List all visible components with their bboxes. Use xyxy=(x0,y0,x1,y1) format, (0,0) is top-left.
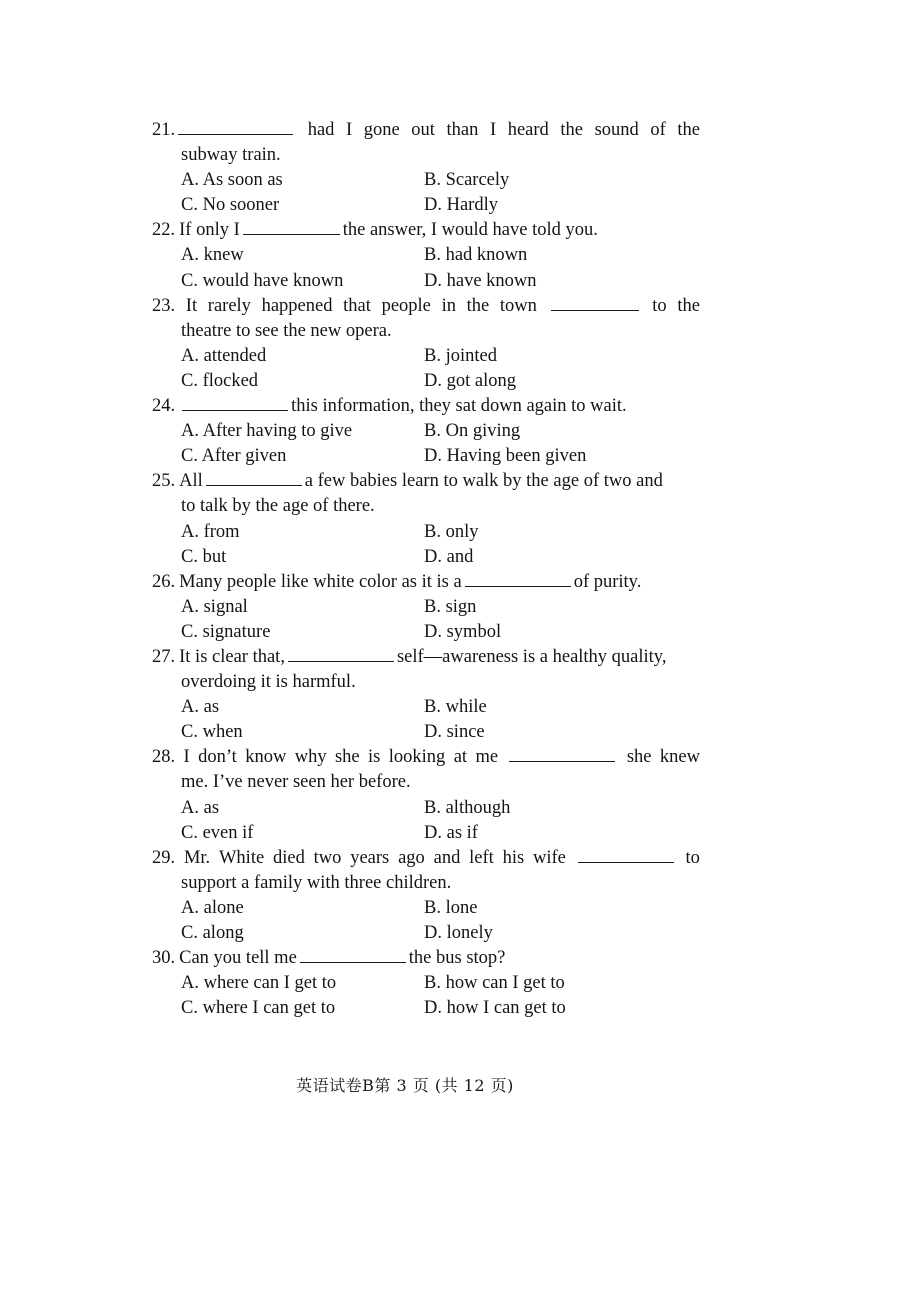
stem-word: that xyxy=(343,295,371,316)
answer-blank xyxy=(206,470,302,486)
option-row xyxy=(152,720,700,745)
question-stem-line xyxy=(152,118,700,143)
stem-word: died xyxy=(272,847,305,868)
answer-option: D. symbol xyxy=(424,621,502,642)
answer-blank xyxy=(300,947,406,963)
answer-option: D. how I can get to xyxy=(424,998,566,1019)
option-row xyxy=(152,243,700,268)
stem-text: Many people like white color as it is a xyxy=(179,571,462,592)
answer-option: D. got along xyxy=(424,370,516,391)
question-stem-line xyxy=(152,494,700,519)
stem-word: of xyxy=(650,120,666,140)
stem-word: the xyxy=(677,295,700,316)
question-28 xyxy=(152,745,700,845)
stem-word: happened xyxy=(261,295,333,316)
answer-blank xyxy=(243,219,340,235)
question-stem-line xyxy=(152,570,700,595)
stem-text: me. I’ve never seen her before. xyxy=(181,772,411,793)
answer-blank xyxy=(551,295,639,311)
stem-word: out xyxy=(411,120,435,140)
stem-word: town xyxy=(499,295,537,316)
question-number: 25. xyxy=(152,471,176,492)
answer-option: C. but xyxy=(181,546,227,567)
stem-word: Mr. xyxy=(183,847,211,868)
stem-word: the xyxy=(466,295,490,316)
answer-blank xyxy=(578,847,674,863)
footer-text: 英语试卷B第 3 页 (共 12 页) xyxy=(296,1076,514,1095)
answer-option: B. sign xyxy=(424,596,477,617)
stem-word: at xyxy=(453,747,468,768)
answer-option: D. have known xyxy=(424,270,537,291)
stem-text: It is clear that, xyxy=(179,646,285,667)
stem-word: the xyxy=(677,120,700,140)
question-stem-line xyxy=(152,745,700,770)
question-number: 27. xyxy=(152,646,176,667)
stem-text: subway train. xyxy=(181,145,281,166)
stem-text: Can you tell me xyxy=(179,948,297,969)
question-stem-line xyxy=(152,946,700,971)
stem-text: All xyxy=(179,471,203,492)
answer-option: C. flocked xyxy=(181,370,259,391)
option-row xyxy=(152,344,700,369)
question-number: 29. xyxy=(152,847,176,868)
option-row xyxy=(152,620,700,645)
answer-option: A. signal xyxy=(181,596,248,617)
answer-option: A. After having to give xyxy=(181,421,353,442)
stem-word: she xyxy=(334,747,360,768)
question-21 xyxy=(152,118,700,218)
stem-word: left xyxy=(469,847,494,868)
option-row xyxy=(152,545,700,570)
answer-option: B. jointed xyxy=(424,345,497,366)
question-26 xyxy=(152,570,700,645)
answer-option: A. as xyxy=(181,697,220,718)
answer-blank xyxy=(288,646,394,662)
answer-option: D. as if xyxy=(424,822,478,843)
question-stem-line xyxy=(152,469,700,494)
answer-option: A. attended xyxy=(181,345,267,366)
stem-word: heard xyxy=(507,120,549,140)
stem-word: the xyxy=(560,120,583,140)
blank-wrap xyxy=(506,745,618,770)
option-row xyxy=(152,896,700,921)
stem-word: his xyxy=(502,847,525,868)
question-stem-line xyxy=(152,846,700,871)
stem-word: wife xyxy=(533,847,566,868)
stem-text: If only I xyxy=(179,220,240,241)
option-row xyxy=(152,821,700,846)
stem-word: two xyxy=(313,847,342,868)
question-stem-line xyxy=(152,143,700,168)
answer-option: C. signature xyxy=(181,621,271,642)
option-row xyxy=(152,595,700,620)
answer-option: C. along xyxy=(181,923,244,943)
option-row xyxy=(152,921,700,946)
question-stem-line xyxy=(152,294,700,319)
stem-word: don’t xyxy=(198,747,237,768)
stem-word: I xyxy=(489,120,497,140)
stem-word: is xyxy=(368,747,381,768)
answer-option: A. as xyxy=(181,797,220,818)
stem-word: to xyxy=(652,295,667,316)
question-27 xyxy=(152,645,700,745)
answer-blank xyxy=(178,119,293,135)
stem-word: knew xyxy=(659,747,700,768)
question-stem-line xyxy=(152,871,700,896)
stem-text: to talk by the age of there. xyxy=(181,496,375,517)
answer-option: B. while xyxy=(424,697,487,718)
stem-word: years xyxy=(350,847,390,868)
option-row xyxy=(152,444,700,469)
option-row xyxy=(152,369,700,394)
question-stem-line xyxy=(152,670,700,695)
stem-text: the bus stop? xyxy=(408,948,506,969)
option-row xyxy=(152,971,700,996)
question-number: 26. xyxy=(152,571,176,592)
question-number: 21. xyxy=(152,120,176,140)
question-lead xyxy=(152,745,175,770)
stem-word: why xyxy=(294,747,327,768)
stem-word: know xyxy=(245,747,287,768)
stem-word: ago xyxy=(398,847,425,868)
answer-option: B. only xyxy=(424,521,479,542)
stem-text: a few babies learn to walk by the age of two and xyxy=(304,471,663,492)
question-stem-line xyxy=(152,319,700,344)
option-row xyxy=(152,193,700,218)
answer-option: B. Scarcely xyxy=(424,170,510,191)
option-row xyxy=(152,419,700,444)
stem-text: this information, they sat down again to wait. xyxy=(291,396,627,417)
blank-wrap xyxy=(548,294,642,319)
answer-option: B. although xyxy=(424,797,511,818)
question-number: 30. xyxy=(152,948,176,969)
question-list xyxy=(152,118,700,1021)
answer-option: B. how can I get to xyxy=(424,973,565,994)
page-footer xyxy=(0,1073,810,1096)
stem-word: White xyxy=(218,847,265,868)
answer-option: D. Hardly xyxy=(424,195,498,216)
question-stem-line xyxy=(152,645,700,670)
answer-option: B. On giving xyxy=(424,421,521,442)
stem-word: I xyxy=(183,747,190,768)
question-24 xyxy=(152,394,700,469)
stem-text: support a family with three children. xyxy=(181,872,452,893)
stem-text: of purity. xyxy=(573,571,642,592)
answer-blank xyxy=(509,746,615,762)
answer-option: D. Having been given xyxy=(424,446,587,467)
stem-text: self—awareness is a healthy quality, xyxy=(396,646,667,667)
stem-word: rarely xyxy=(207,295,251,316)
question-lead xyxy=(152,294,175,319)
question-number: 23. xyxy=(152,295,176,316)
question-stem-line xyxy=(152,218,700,243)
option-row xyxy=(152,695,700,720)
option-row xyxy=(152,269,700,294)
answer-option: A. where can I get to xyxy=(181,973,337,994)
question-number: 28. xyxy=(152,747,176,768)
question-stem-line xyxy=(152,394,700,419)
stem-word: to xyxy=(685,847,700,868)
option-row xyxy=(152,520,700,545)
stem-word: me xyxy=(475,747,499,768)
question-lead xyxy=(152,118,296,143)
answer-option: A. As soon as xyxy=(181,170,283,191)
question-30 xyxy=(152,946,700,1021)
question-lead xyxy=(152,846,175,871)
stem-word: sound xyxy=(594,120,639,140)
question-stem-line xyxy=(152,770,700,795)
answer-option: D. and xyxy=(424,546,474,567)
answer-option: C. would have known xyxy=(181,270,344,291)
question-number: 22. xyxy=(152,220,176,241)
answer-option: C. After given xyxy=(181,446,287,467)
answer-option: D. lonely xyxy=(424,923,493,943)
answer-option: C. where I can get to xyxy=(181,998,336,1019)
stem-word: It xyxy=(185,295,198,316)
question-number: 24. xyxy=(152,396,176,417)
stem-text: overdoing it is harmful. xyxy=(181,672,356,693)
option-row xyxy=(152,796,700,821)
stem-word: gone xyxy=(363,120,400,140)
question-23 xyxy=(152,294,700,394)
stem-word: looking xyxy=(388,747,446,768)
answer-blank xyxy=(465,571,571,587)
answer-option: A. from xyxy=(181,521,240,542)
blank-wrap xyxy=(575,846,677,871)
answer-option: C. No sooner xyxy=(181,195,280,216)
stem-word: than xyxy=(446,120,479,140)
stem-text: theatre to see the new opera. xyxy=(181,320,392,341)
answer-option: A. knew xyxy=(181,245,244,266)
answer-option: C. even if xyxy=(181,822,254,843)
question-29 xyxy=(152,846,700,946)
stem-text: the answer, I would have told you. xyxy=(342,220,598,241)
answer-option: D. since xyxy=(424,722,485,743)
stem-word: had xyxy=(307,120,335,140)
answer-option: B. lone xyxy=(424,897,478,918)
option-row xyxy=(152,168,700,193)
question-22 xyxy=(152,218,700,293)
option-row xyxy=(152,996,700,1021)
stem-word: I xyxy=(346,120,353,140)
answer-option: B. had known xyxy=(424,245,528,266)
stem-word: and xyxy=(433,847,461,868)
stem-word: she xyxy=(626,747,652,768)
answer-option: C. when xyxy=(181,722,243,743)
answer-option: A. alone xyxy=(181,897,244,918)
question-25 xyxy=(152,469,700,569)
stem-word: people xyxy=(381,295,431,316)
stem-word: in xyxy=(441,295,456,316)
answer-blank xyxy=(182,395,288,411)
